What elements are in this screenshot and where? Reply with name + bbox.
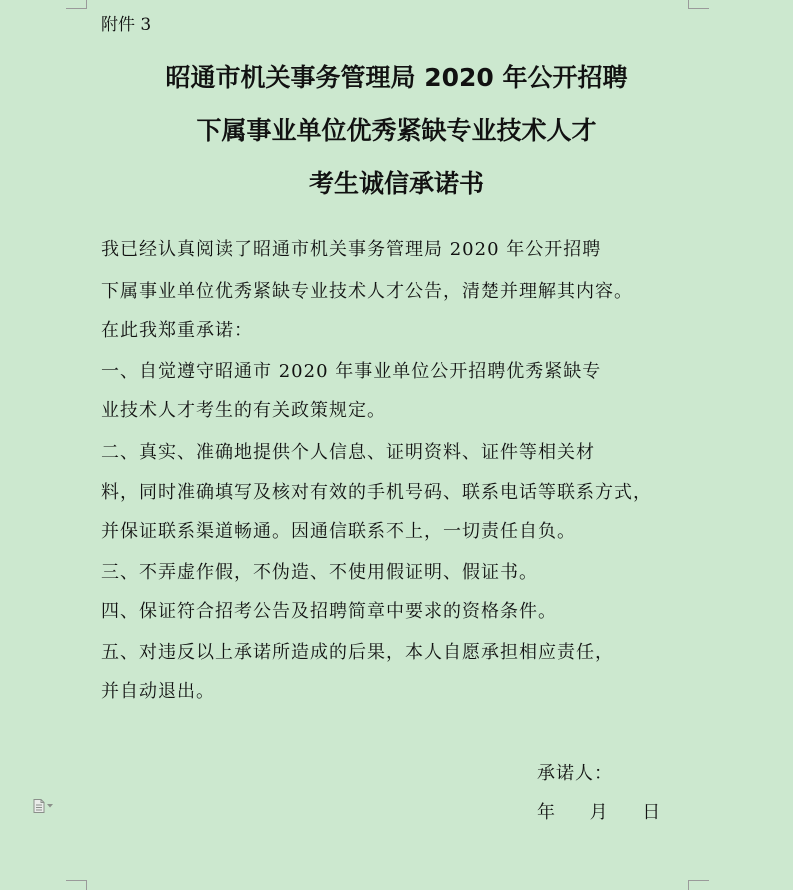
body-line[interactable]: 五、对违反以上承诺所造成的后果，本人自愿承担相应责任， (101, 642, 614, 663)
promisor-label[interactable]: 承诺人： (537, 763, 613, 784)
body-line[interactable]: 下属事业单位优秀紧缺专业技术人才公告，清楚并理解其内容。 (101, 281, 633, 302)
body-line[interactable]: 我已经认真阅读了昭通市机关事务管理局 2020 年公开招聘 (101, 239, 602, 260)
body-line[interactable]: 料，同时准确填写及核对有效的手机号码、联系电话等联系方式， (101, 482, 652, 503)
date-label[interactable]: 年 月 日 (537, 802, 662, 823)
margin-corner-mark (66, 0, 87, 9)
body-line[interactable]: 一、自觉遵守昭通市 2020 年事业单位公开招聘优秀紧缺专 (101, 361, 602, 382)
body-line[interactable]: 二、真实、准确地提供个人信息、证明资料、证件等相关材 (101, 442, 595, 463)
body-line[interactable]: 在此我郑重承诺： (101, 320, 253, 341)
chevron-down-icon (47, 804, 53, 808)
attachment-label[interactable]: 附件 3 (101, 15, 152, 35)
document-title-line-1[interactable]: 昭通市机关事务管理局 2020 年公开招聘 (165, 63, 628, 92)
document-title-line-3[interactable]: 考生诚信承诺书 (308, 169, 484, 198)
margin-corner-mark (688, 0, 709, 9)
body-line[interactable]: 并保证联系渠道畅通。因通信联系不上，一切责任自负。 (101, 521, 576, 542)
body-line[interactable]: 三、不弄虚作假，不伪造、不使用假证明、假证书。 (101, 562, 538, 583)
clipboard-icon (33, 799, 45, 813)
document-title-line-2[interactable]: 下属事业单位优秀紧缺专业技术人才 (196, 116, 597, 145)
body-line[interactable]: 四、保证符合招考公告及招聘简章中要求的资格条件。 (101, 601, 557, 622)
body-line[interactable]: 并自动退出。 (101, 681, 215, 702)
body-line[interactable]: 业技术人才考生的有关政策规定。 (101, 400, 386, 421)
paste-options-button[interactable] (33, 798, 61, 814)
